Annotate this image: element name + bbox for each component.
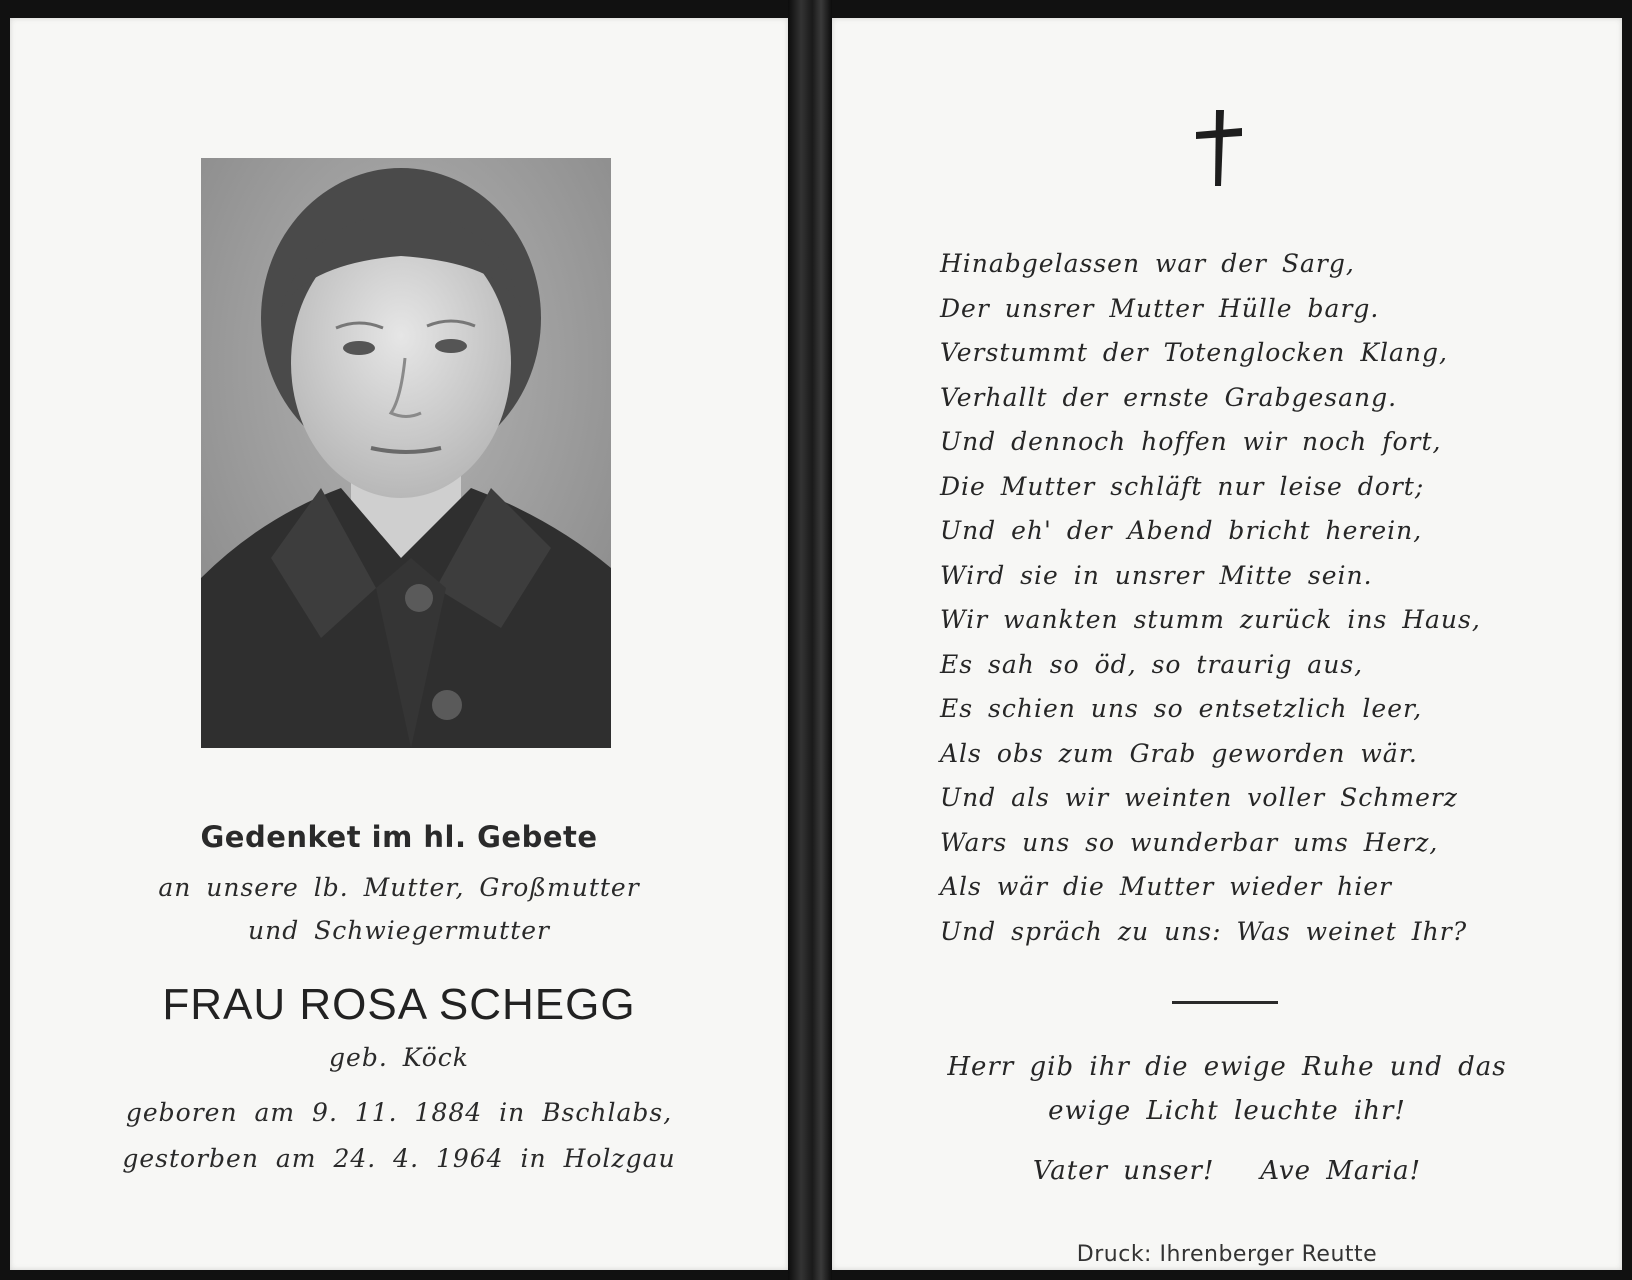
memorial-heading: Gedenket im hl. Gebete xyxy=(200,820,598,854)
poem-line: Wars uns so wunderbar ums Herz, xyxy=(940,827,1439,857)
closing-prayer: Vater unser! Ave Maria! xyxy=(1032,1156,1422,1186)
divider xyxy=(1172,1001,1278,1004)
memorial-card-back xyxy=(832,18,1622,1270)
poem-line: Verstummt der Totenglocken Klang, xyxy=(940,338,1448,367)
poem-line: Und dennoch hoffen wir noch fort, xyxy=(940,427,1442,456)
poem-line: Verhallt der ernste Grabgesang. xyxy=(940,382,1398,412)
poem-line: Hinabgelassen war der Sarg, xyxy=(940,249,1355,278)
poem-line: Als obs zum Grab geworden wär. xyxy=(940,738,1418,768)
poem-line: Wir wankten stumm zurück ins Haus, xyxy=(940,605,1481,634)
poem-line: Und als wir weinten voller Schmerz xyxy=(940,783,1458,812)
deceased-name: FRAU ROSA SCHEGG xyxy=(162,980,636,1029)
printer-credit: Druck: Ihrenberger Reutte xyxy=(1076,1242,1378,1267)
death-line: gestorben am 24. 4. 1964 in Holzgau xyxy=(122,1144,676,1173)
cross-icon xyxy=(1194,108,1244,188)
prayer-line-2: ewige Licht leuchte ihr! xyxy=(1048,1096,1406,1126)
poem-line: Es schien uns so entsetzlich leer, xyxy=(940,694,1423,723)
prayer-line-1: Herr gib ihr die ewige Ruhe und das xyxy=(947,1052,1507,1082)
poem-line: Als wär die Mutter wieder hier xyxy=(940,872,1392,901)
poem-line: Und spräch zu uns: Was weinet Ihr? xyxy=(940,916,1468,946)
memorial-card-front xyxy=(10,18,788,1270)
dedication-line-1: an unsere lb. Mutter, Großmutter xyxy=(158,873,640,902)
portrait-image xyxy=(201,158,611,748)
poem xyxy=(940,242,1590,954)
portrait-photo xyxy=(201,158,611,748)
card-spine xyxy=(788,0,832,1280)
poem-line: Der unsrer Mutter Hülle barg. xyxy=(940,293,1380,323)
poem-line: Und eh' der Abend bricht herein, xyxy=(940,516,1423,545)
birth-line: geboren am 9. 11. 1884 in Bschlabs, xyxy=(125,1098,673,1127)
poem-line: Wird sie in unsrer Mitte sein. xyxy=(940,560,1373,590)
maiden-name: geb. Köck xyxy=(329,1043,469,1072)
dedication-line-2: und Schwiegermutter xyxy=(248,916,550,945)
poem-line: Es sah so öd, so traurig aus, xyxy=(940,649,1364,679)
poem-line: Die Mutter schläft nur leise dort; xyxy=(940,471,1425,501)
